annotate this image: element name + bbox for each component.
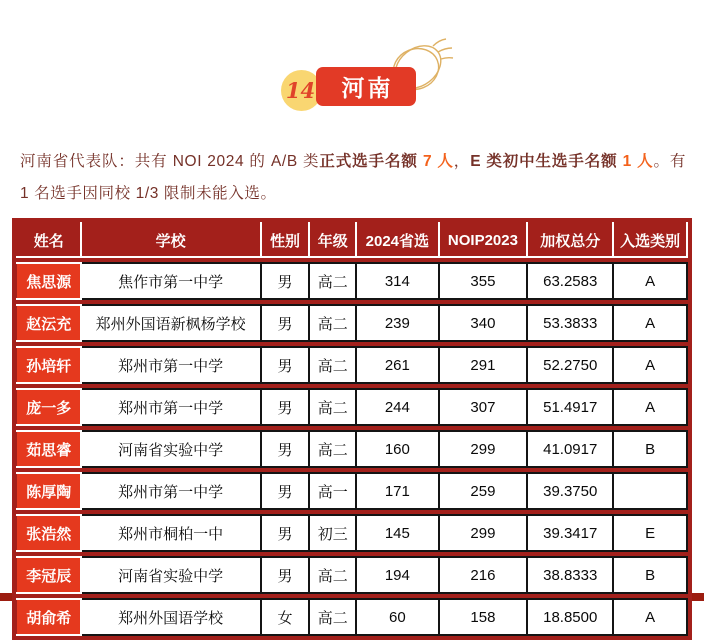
header-cell: 加权总分 (527, 223, 613, 257)
cell-value: 51.4917 (527, 389, 613, 425)
cell-value: 高二 (309, 599, 356, 635)
cell-name: 陈厚陶 (17, 473, 81, 509)
intro-segment: E 类初中生选手名额 (470, 153, 618, 170)
cell-name: 胡俞希 (17, 599, 81, 635)
cell-name: 李冠辰 (17, 557, 81, 593)
cell-value: 郑州市第一中学 (81, 347, 261, 383)
intro-segment: 。有 1 名选手因同校 1/3 限制未能入选。 (20, 153, 687, 202)
intro-segment: 正式选手名额 (319, 153, 418, 170)
cell-value: 52.2750 (527, 347, 613, 383)
cell-name: 茹思睿 (17, 431, 81, 467)
intro-segment: 河南省代表队：共有 NOI 2024 的 A/B 类 (20, 153, 320, 170)
table-row (17, 305, 687, 341)
cell-value: 39.3750 (527, 473, 613, 509)
table-header-row (17, 223, 687, 257)
header-cell: 年级 (309, 223, 356, 257)
cell-value: 郑州外国语学校 (81, 599, 261, 635)
header-cell: NOIP2023 (439, 223, 528, 257)
cell-value: 郑州市桐柏一中 (81, 515, 261, 551)
header-cell: 学校 (81, 223, 261, 257)
cell-value: 307 (439, 389, 528, 425)
cell-value: 38.8333 (527, 557, 613, 593)
cell-value: 53.3833 (527, 305, 613, 341)
cell-value: 郑州市第一中学 (81, 473, 261, 509)
table-row (17, 515, 687, 551)
cell-value: 高二 (309, 263, 356, 299)
header-cell: 姓名 (17, 223, 81, 257)
cell-name: 庞一多 (17, 389, 81, 425)
table-row (17, 263, 687, 299)
cell-value: 焦作市第一中学 (81, 263, 261, 299)
cell-value: 男 (261, 515, 310, 551)
cell-value (613, 473, 687, 509)
table-row (17, 599, 687, 635)
header-cell: 2024省选 (356, 223, 439, 257)
cell-value: 女 (261, 599, 310, 635)
cell-value: 160 (356, 431, 439, 467)
cell-value: 高一 (309, 473, 356, 509)
cell-value: A (613, 389, 687, 425)
cell-value: 60 (356, 599, 439, 635)
cell-value: 261 (356, 347, 439, 383)
intro-segment: ， (453, 153, 471, 170)
cell-value: 291 (439, 347, 528, 383)
cell-name: 孙培轩 (17, 347, 81, 383)
cell-value: B (613, 431, 687, 467)
cell-value: 216 (439, 557, 528, 593)
cell-value: 高二 (309, 389, 356, 425)
cell-value: 299 (439, 431, 528, 467)
cell-value: 河南省实验中学 (81, 557, 261, 593)
cell-value: 244 (356, 389, 439, 425)
table-row (17, 557, 687, 593)
cell-value: 340 (439, 305, 528, 341)
cell-value: A (613, 599, 687, 635)
header-cell: 性别 (261, 223, 310, 257)
cell-name: 赵沄充 (17, 305, 81, 341)
cell-value: 高二 (309, 557, 356, 593)
badge-number: 14 (285, 78, 316, 103)
cell-value: 男 (261, 389, 310, 425)
cell-value: 39.3417 (527, 515, 613, 551)
cell-value: 194 (356, 557, 439, 593)
table-row (17, 389, 687, 425)
intro-text (20, 146, 686, 210)
cell-name: 焦思源 (17, 263, 81, 299)
cell-value: A (613, 305, 687, 341)
intro-segment: 7 人 (417, 153, 454, 170)
intro-segment: 1 人 (617, 153, 654, 170)
table-row (17, 473, 687, 509)
cell-value: 男 (261, 263, 310, 299)
region-badge (316, 67, 416, 106)
cell-value: 男 (261, 305, 310, 341)
cell-value: A (613, 263, 687, 299)
cell-value: 259 (439, 473, 528, 509)
table-row (17, 431, 687, 467)
cell-value: 河南省实验中学 (81, 431, 261, 467)
cell-value: 355 (439, 263, 528, 299)
cell-value: 171 (356, 473, 439, 509)
cell-value: 初三 (309, 515, 356, 551)
cell-value: 158 (439, 599, 528, 635)
cell-value: 314 (356, 263, 439, 299)
cell-value: 郑州市第一中学 (81, 389, 261, 425)
cell-value: 郑州外国语新枫杨学校 (81, 305, 261, 341)
cell-value: 299 (439, 515, 528, 551)
table-body (17, 257, 687, 635)
results-table-frame (12, 218, 692, 640)
cell-value: 63.2583 (527, 263, 613, 299)
cell-value: 高二 (309, 347, 356, 383)
cell-value: 145 (356, 515, 439, 551)
table-row (17, 347, 687, 383)
cell-value: A (613, 347, 687, 383)
cell-value: 男 (261, 473, 310, 509)
cell-value: 18.8500 (527, 599, 613, 635)
cell-value: E (613, 515, 687, 551)
cell-value: 高二 (309, 305, 356, 341)
header-cell: 入选类别 (613, 223, 687, 257)
cell-value: 239 (356, 305, 439, 341)
cell-name: 张浩然 (17, 515, 81, 551)
cell-value: 男 (261, 557, 310, 593)
cell-value: B (613, 557, 687, 593)
region-name: 河南 (341, 75, 394, 101)
results-table (16, 222, 688, 636)
cell-value: 高二 (309, 431, 356, 467)
cell-value: 男 (261, 431, 310, 467)
cell-value: 男 (261, 347, 310, 383)
cell-value: 41.0917 (527, 431, 613, 467)
